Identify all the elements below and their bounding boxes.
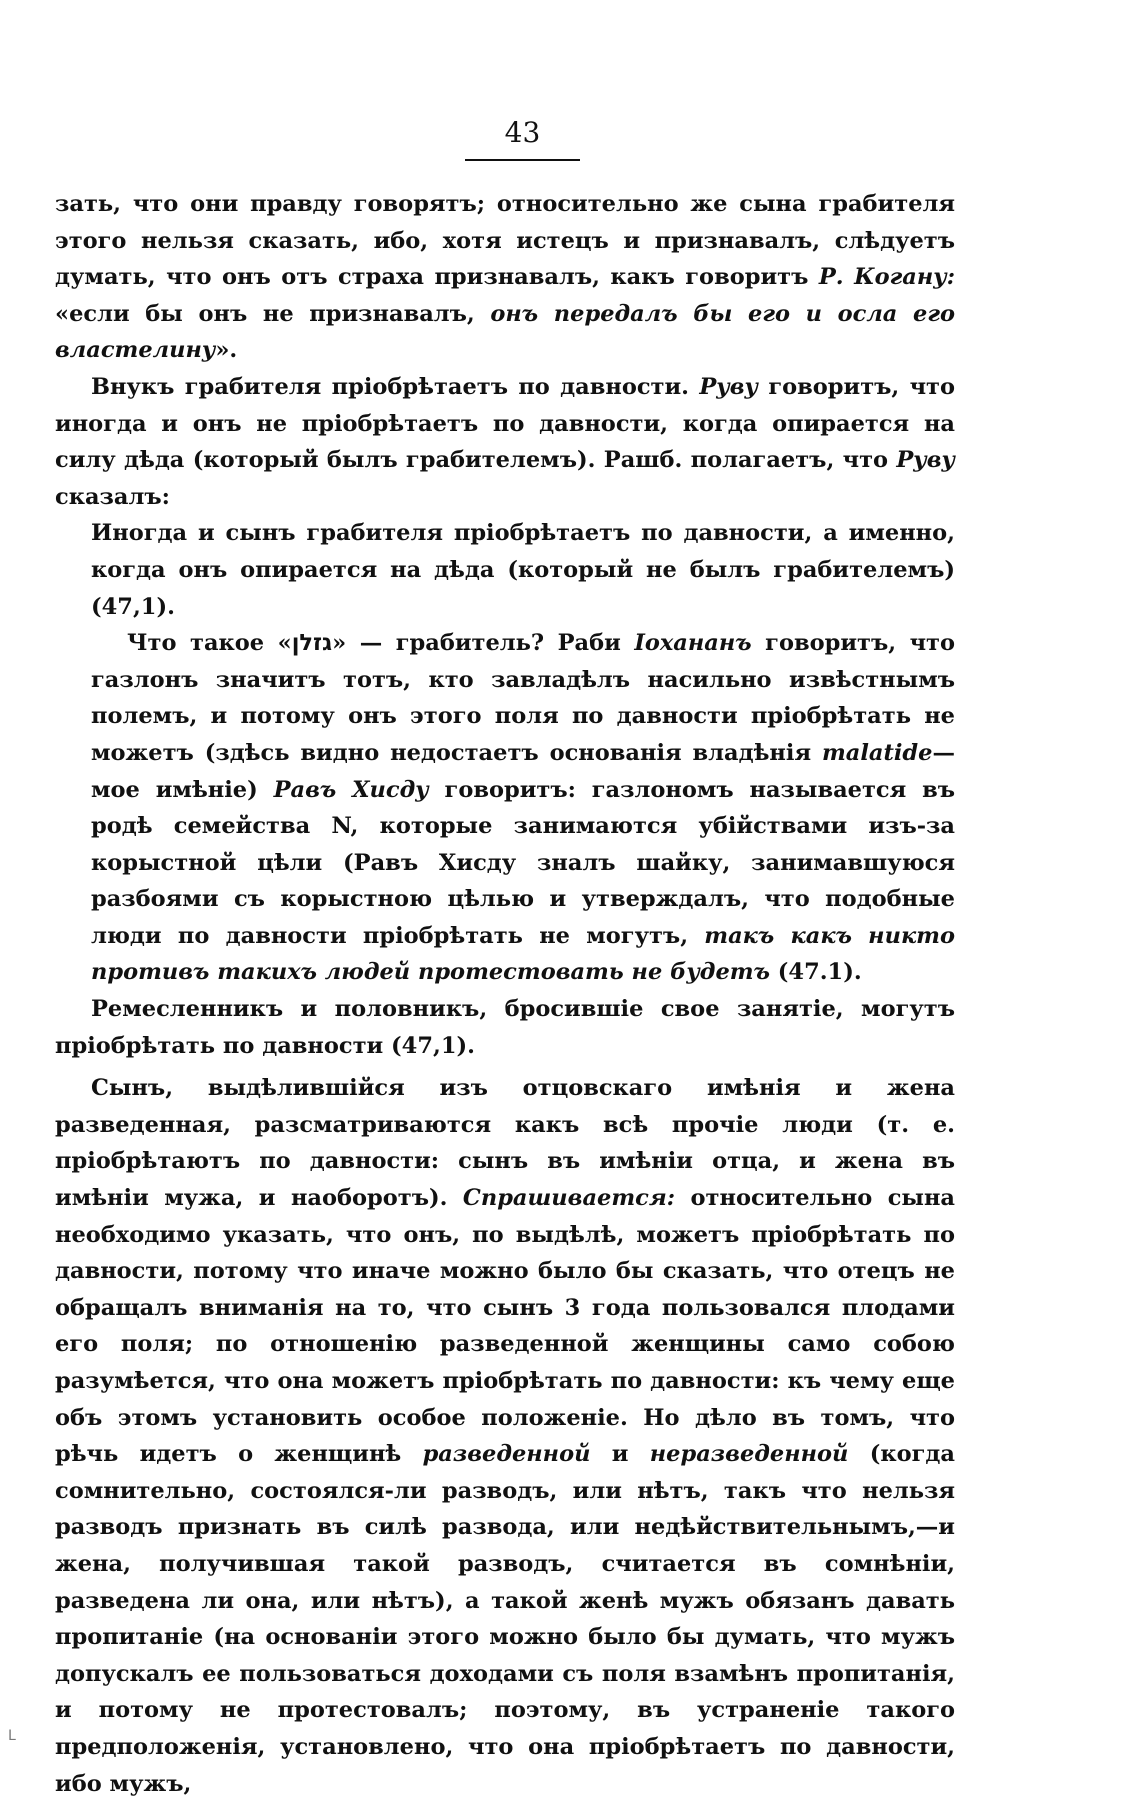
page-number: 43 bbox=[465, 116, 580, 161]
paragraph-6: Сынъ, выдѣлившійся изъ отцовскаго имѣнія и жена разведенная, разсматриваются какъ всѣ прочіе люди (т. е. пріобрѣтаютъ по давности: сынъ въ имѣніи отца, и жена въ имѣніи мужа, и наоборотъ). Спрашивается: относительно сына необходимо указать, что онъ, по выдѣлѣ, можетъ пріобрѣтать по давности, потому что иначе можно было бы сказать, что отецъ не обращалъ вниманія на то, что сынъ 3 года пользовался плодами его поля; по отношенію разведенной женщины само собою разумѣется, что она можетъ пріобрѣтать по давности: къ чему еще объ этомъ установить особое положеніе. Но дѣло въ томъ, что рѣчь идетъ о женщинѣ разведенной и неразведенной (когда сомнительно, состоялся-ли разводъ, или нѣтъ, такъ что нельзя разводъ признать въ силѣ развода, или недѣйствительнымъ,—и жена, получившая такой разводъ, считается въ сомнѣніи, разведена ли она, или нѣтъ), а такой женѣ мужъ обязанъ давать пропитаніе (на основаніи этого можно было бы думать, что мужъ допускалъ ее пользоваться доходами съ поля взамѣнъ пропитанія, и потому не протестовалъ; поэтому, въ устраненіе такого предположенія, установлено, что она пріобрѣтаетъ по давности, ибо мужъ, bbox=[55, 1075, 955, 1797]
hebrew-word: גזלן bbox=[291, 630, 333, 657]
body-text bbox=[55, 186, 955, 1802]
paragraph-4: Что такое «גזלן» — грабитель? Раби Іохананъ говоритъ, что газлонъ значитъ тотъ, кто завладѣлъ насильно извѣстнымъ полемъ, и потому онъ этого поля по давности пріобрѣтать не можетъ (здѣсь видно недостаетъ основанія владѣнія malatide—мое имѣніе) Равъ Хисду говоритъ: газлономъ называется въ родѣ семейства N, которые занимаются убійствами изъ-за корыстной цѣли (Равъ Хисду зналъ шайку, занимавшуюся разбоями съ корыстною цѣлью и утверждалъ, что подобные люди по давности пріобрѣтать не могутъ, такъ какъ никто противъ такихъ людей протестовать не будетъ (47.1). bbox=[91, 630, 955, 986]
paragraph-2: Внукъ грабителя пріобрѣтаетъ по давности. Руву говоритъ, что иногда и онъ не пріобрѣтаетъ по давности, когда опирается на силу дѣда (который былъ грабителемъ). Рашб. полагаетъ, что Руву сказалъ: bbox=[55, 373, 955, 510]
paragraph-5: Ремесленникъ и половникъ, бросившіе свое занятіе, могутъ пріобрѣтать по давности (47,1). bbox=[55, 996, 955, 1059]
paragraph-3-rule: Иногда и сынъ грабителя пріобрѣтаетъ по давности, а именно, когда онъ опирается на дѣда (который не былъ грабителемъ) (47,1). bbox=[91, 520, 955, 620]
paragraph-1: зать, что они правду говорятъ; относительно же сына грабителя этого нельзя сказать, ибо, хотя истецъ и признавалъ, слѣдуетъ думать, что онъ отъ страха признавалъ, какъ говоритъ Р. Когану: «если бы онъ не признавалъ, онъ передалъ бы его и осла его властелину». bbox=[55, 191, 956, 364]
scan-corner-mark: L bbox=[8, 1728, 16, 1744]
